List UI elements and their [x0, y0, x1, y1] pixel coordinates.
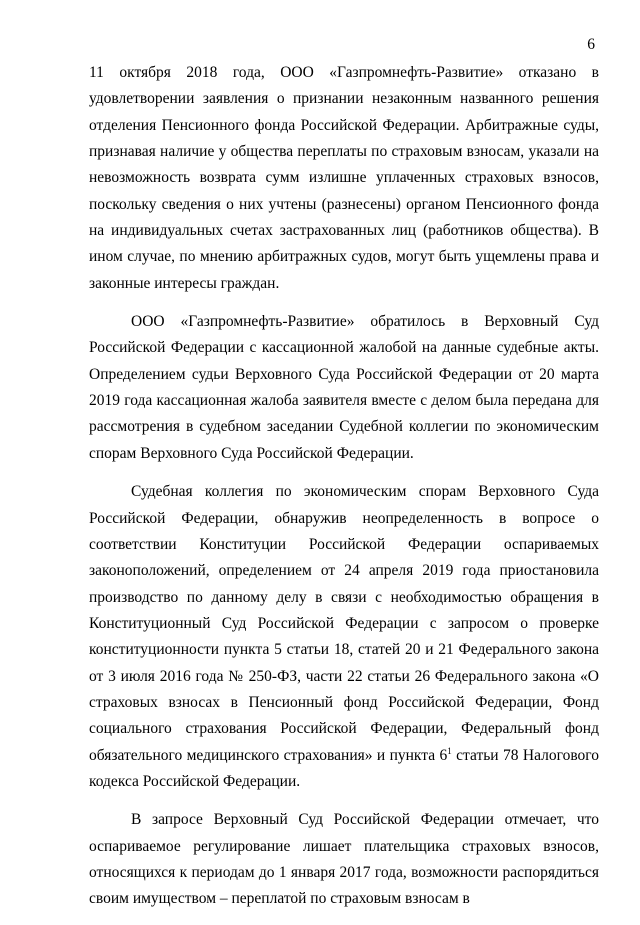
paragraph-court-ruling-tail: статьи 78 Налогового кодекса Российской Федерации.: [89, 746, 600, 790]
paragraph-court-ruling: [89, 479, 599, 795]
document-body: [89, 60, 599, 925]
paragraph-court-ruling-text: Судебная коллегия по экономическим спорам Верховного Суда Российской Федерации, обнаружив неопределенность в вопросе о соответствии Конституции Российской Федерации оспариваемых законоположений, определением от 24 апреля 2019 года приостановила производство по данному делу в связи с необходимостью обращения в Конституционный Суд Российской Федерации с запросом о проверке конституционности пункта 5 статьи 18, статей 20 и 21 Федерального закона от 3 июля 2016 года № 250-ФЗ, части 22 статьи 26 Федерального закона «О страховых взносах в Пенсионный фонд Российской Федерации, Фонд социального страхования Российской Федерации, Федеральный фонд обязательного медицинского страхования» и пункта 6: [89, 483, 599, 764]
page-number: 6: [587, 36, 595, 53]
paragraph-appeal: ООО «Газпромнефть-Развитие» обратилось в Верховный Суд Российской Федерации с кассационной жалобой на данные судебные акты. Определением судьи Верховного Суда Российской Федерации от 20 марта 2019 года кассационная жалоба заявителя вместе с делом была передана для рассмотрения в судебном заседании Судебной коллегии по экономическим спорам Верховного Суда Российской Федерации.: [89, 313, 599, 462]
paragraph-request: В запросе Верховный Суд Российской Федерации отмечает, что оспариваемое регулирование лишает плательщика страховых взносов, относящихся к периодам до 1 января 2017 года, возможности распорядиться своим имуществом – переплатой по страховым взносам в: [89, 811, 599, 908]
superscript-footnote: 1: [447, 745, 452, 756]
paragraph-continuation: 11 октября 2018 года, ООО «Газпромнефть-Развитие» отказано в удовлетворении заявления о признании незаконным названного решения отделения Пенсионного фонда Российской Федерации. Арбитражные суды, признавая наличие у общества переплаты по страховым взносам, указали на невозможность возврата сумм излишне уплаченных страховых взносов, поскольку сведения о них учтены (разнесены) органом Пенсионного фонда на индивидуальных счетах застрахованных лиц (работников общества). В ином случае, по мнению арбитражных судов, могут быть ущемлены права и законные интересы граждан.: [89, 64, 599, 292]
